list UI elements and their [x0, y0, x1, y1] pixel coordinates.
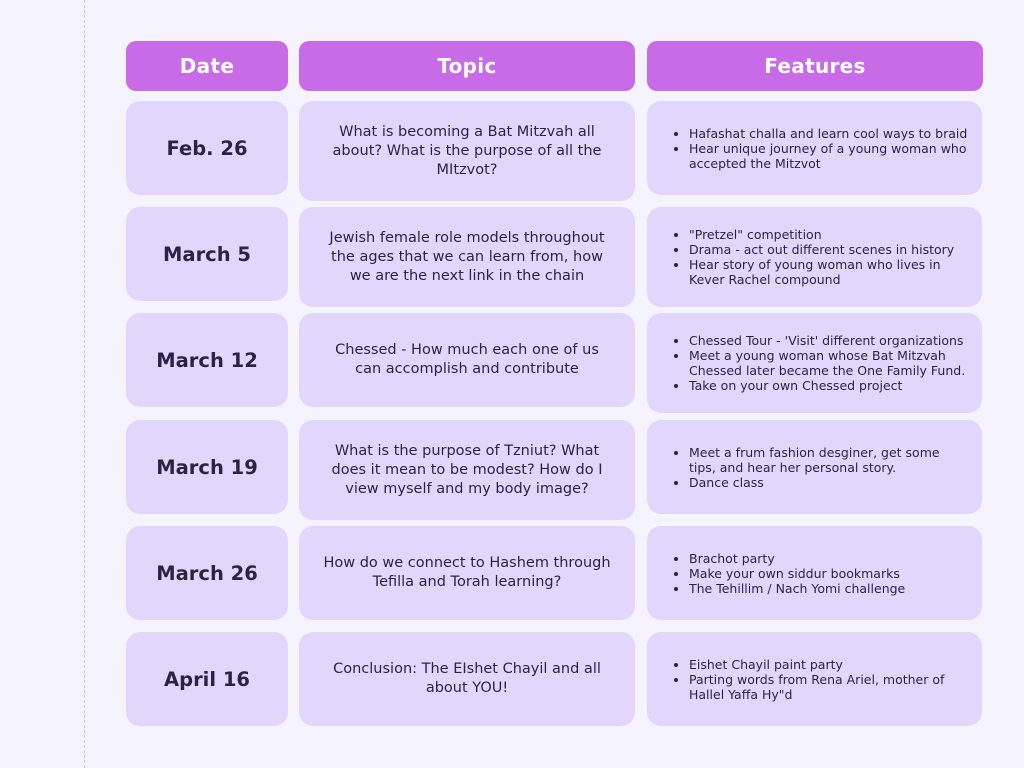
- header-date: Date: [126, 41, 288, 91]
- feature-item: • Brachot party: [689, 551, 905, 566]
- feature-item: • Eishet Chayil paint party: [689, 657, 968, 672]
- feature-item: • Take on your own Chessed project: [689, 378, 968, 393]
- feature-item: • Hafashat challa and learn cool ways to braid: [689, 126, 968, 141]
- row-5-features: [647, 526, 982, 620]
- row-4-topic: What is the purpose of Tzniut? What does it mean to be modest? How do I view myself and my body image?: [299, 420, 635, 520]
- row-4-features: [647, 420, 982, 514]
- header-topic: Topic: [299, 41, 635, 91]
- row-3-features: [647, 313, 982, 413]
- feature-item: • "Pretzel" competition: [689, 227, 968, 242]
- feature-item: • Chessed Tour - 'Visit' different organizations: [689, 333, 968, 348]
- feature-item: • Hear unique journey of a young woman who accepted the Mitzvot: [689, 141, 968, 171]
- feature-item: • Parting words from Rena Ariel, mother of Hallel Yaffa Hy"d: [689, 672, 968, 702]
- row-6-date: April 16: [126, 632, 288, 726]
- feature-item: • Drama - act out different scenes in history: [689, 242, 968, 257]
- row-3-topic: Chessed - How much each one of us can accomplish and contribute: [299, 313, 635, 407]
- features-list: [671, 445, 968, 490]
- row-2-topic: Jewish female role models throughout the ages that we can learn from, how we are the next link in the chain: [299, 207, 635, 307]
- feature-item: • Make your own siddur bookmarks: [689, 566, 905, 581]
- row-5-topic: How do we connect to Hashem through Tefilla and Torah learning?: [299, 526, 635, 620]
- row-6-features: [647, 632, 982, 726]
- feature-item: • The Tehillim / Nach Yomi challenge: [689, 581, 905, 596]
- header-features: Features: [647, 41, 983, 91]
- row-1-date: Feb. 26: [126, 101, 288, 195]
- features-list: [671, 657, 968, 702]
- row-1-topic: What is becoming a Bat Mitzvah all about? What is the purpose of all the MItzvot?: [299, 101, 635, 201]
- row-3-date: March 12: [126, 313, 288, 407]
- feature-item: • Meet a young woman whose Bat Mitzvah Chessed later became the One Family Fund.: [689, 348, 968, 378]
- features-list: [671, 333, 968, 393]
- row-4-date: March 19: [126, 420, 288, 514]
- row-2-date: March 5: [126, 207, 288, 301]
- page-guide-line: [84, 0, 85, 768]
- feature-item: • Hear story of young woman who lives in Kever Rachel compound: [689, 257, 968, 287]
- feature-item: • Dance class: [689, 475, 968, 490]
- row-5-date: March 26: [126, 526, 288, 620]
- row-6-topic: Conclusion: The EIshet Chayil and all about YOU!: [299, 632, 635, 726]
- feature-item: • Meet a frum fashion desginer, get some tips, and hear her personal story.: [689, 445, 968, 475]
- features-list: [671, 227, 968, 287]
- row-2-features: [647, 207, 982, 307]
- features-list: [671, 126, 968, 171]
- features-list: [671, 551, 905, 596]
- row-1-features: [647, 101, 982, 195]
